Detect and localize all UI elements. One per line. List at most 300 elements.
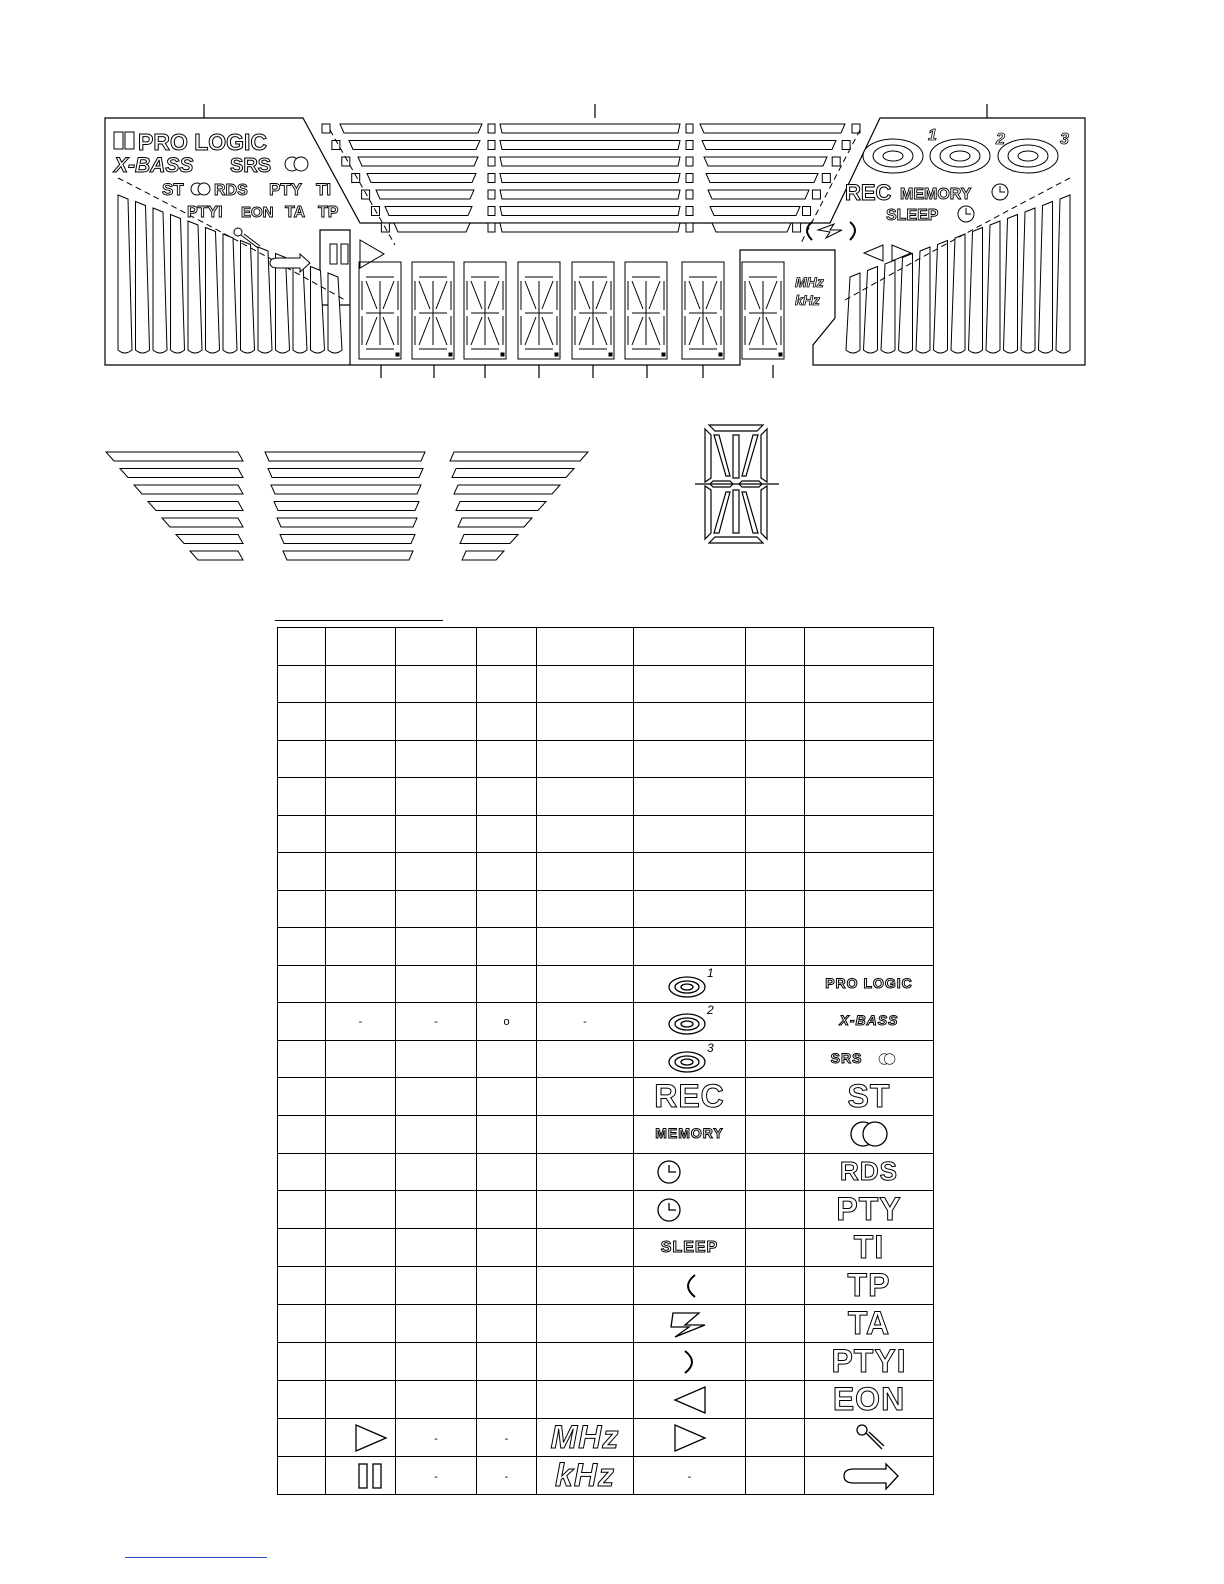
spectrum-bar [500,124,680,133]
table-cell [278,1343,326,1381]
table-cell [477,1116,537,1154]
disc-3-icon [645,1042,735,1076]
left-triangle-icon [864,245,883,261]
table-cell [477,1040,537,1078]
segment [733,490,739,533]
spectrum-bar [106,452,243,461]
table-cell [326,1040,396,1078]
svg-text:1: 1 [706,966,714,980]
spectrum-column [1056,195,1070,353]
segment [709,425,763,431]
spectrum-column [311,267,325,354]
table-cell [805,853,934,891]
table-cell [746,1191,805,1229]
table-cell [326,1343,396,1381]
table-row [278,1116,934,1154]
rec-label: REC [845,180,892,205]
table-cell [278,965,326,1003]
table-cell [746,890,805,928]
table-cell: - [326,1003,396,1041]
table-cell [396,1305,477,1343]
table-cell [326,740,396,778]
disc-2-icon [930,139,990,173]
spectrum-dot [822,174,830,183]
table-cell [326,778,396,816]
spectrum-bar [274,502,419,511]
segment-digit [467,277,503,349]
spectrum-column [118,195,132,353]
segment [714,492,730,533]
table-cell [746,628,805,666]
st-label: ST [162,180,184,199]
clock-icon [958,206,974,222]
table-cell: TI [805,1229,934,1267]
mhz-label: MHz [795,274,824,290]
footer-link-line [125,1557,267,1558]
table-row [278,1153,934,1191]
spectrum-bar [454,485,560,494]
spectrum-dot [686,190,693,199]
table-cell [278,1191,326,1229]
table-row [278,1003,934,1041]
spectrum-column [951,234,965,353]
legend-underline [275,620,443,621]
srs-label: SRS [230,155,272,177]
spectrum-bar [708,190,809,199]
table-cell [634,1191,746,1229]
table-cell [326,1457,396,1495]
play-icon [360,240,384,268]
clock-icon [645,1155,735,1189]
table-cell [746,815,805,853]
spectrum-column [899,254,913,354]
pause-icon [330,244,337,264]
ta-label: TA [285,204,306,221]
segment-digit [575,277,611,349]
spectrum-dot [488,174,495,183]
spectrum-bar [367,174,476,183]
segment [705,486,711,539]
decimal-dot [609,353,612,356]
table-row [278,1457,934,1495]
spectrum-bar [712,223,791,232]
rds-label: RDS [214,182,248,199]
disc-1-icon [645,967,735,1001]
memory-label: MEMORY [900,186,972,203]
table-row [278,1343,934,1381]
spectrum-dot [686,141,693,150]
decimal-dot [449,353,452,356]
table-cell [537,928,634,966]
table-cell [537,1078,634,1116]
table-cell [477,778,537,816]
spectrum-dot [488,124,495,133]
table-cell [746,853,805,891]
spectrum-dot [332,141,340,150]
table-cell: EON [805,1381,934,1419]
segment [761,486,767,539]
table-cell [326,890,396,928]
svg-text:3: 3 [1060,131,1069,148]
table-cell [634,1305,746,1343]
table-cell [278,815,326,853]
spectrum-column [171,215,185,354]
spectrum-bar [500,207,680,216]
table-cell: X-BASS [805,1003,934,1041]
table-cell [326,703,396,741]
table-cell: SLEEP [634,1229,746,1267]
table-cell [746,740,805,778]
segment-digit [362,277,398,349]
spectrum-dot [362,190,370,199]
table-cell [746,665,805,703]
table-cell [278,1381,326,1419]
svg-text:2: 2 [706,1004,714,1018]
table-cell [396,778,477,816]
decimal-dot [719,353,722,356]
table-cell [278,853,326,891]
table-cell: REC [634,1078,746,1116]
clock-icon [992,184,1008,200]
spectrum-bar [710,207,800,216]
stereo-rings-icon [867,1042,907,1076]
left-triangle-icon [645,1383,735,1417]
spectrum-dot [842,141,850,150]
stereo-rings-icon [824,1117,914,1151]
spectrum-column [864,267,878,354]
lightning-icon [645,1307,735,1341]
table-cell [537,1267,634,1305]
spectrum-dot [488,141,495,150]
table-cell [396,1229,477,1267]
table-cell [634,1267,746,1305]
segment [742,435,758,476]
table-row [278,1229,934,1267]
table-cell [634,1040,746,1078]
spectrum-bar [271,485,421,494]
khz-label: kHz [795,292,820,308]
spectrum-dot [322,124,330,133]
table-cell [477,965,537,1003]
table-cell [805,740,934,778]
table-cell: TA [805,1305,934,1343]
spectrum-bar [277,518,417,527]
table-cell [746,1267,805,1305]
table-cell [537,1191,634,1229]
table-cell: SRS [805,1040,934,1078]
segment [705,429,711,482]
segment-digit [521,277,557,349]
table-cell [326,1305,396,1343]
segment [761,429,767,482]
segment-digit [415,277,451,349]
table-row [278,1305,934,1343]
table-cell [805,1116,934,1154]
spectrum-column [223,234,237,353]
table-row [278,1381,934,1419]
table-cell [537,628,634,666]
pty-label: PTY [269,180,303,199]
table-row [278,1191,934,1229]
spectrum-column [986,221,1000,353]
spectrum-dot [488,190,495,199]
spectrum-dot [832,157,840,166]
segment [733,435,739,478]
spectrum-bar [280,535,415,544]
ti-label: TI [316,180,332,199]
table-row [278,628,934,666]
table-cell: kHz [537,1457,634,1495]
table-cell [396,815,477,853]
table-cell [634,1419,746,1457]
spectrum-bars-detail [106,452,588,560]
spectrum-bar [500,141,680,150]
table-cell: ST [805,1078,934,1116]
table-row [278,815,934,853]
segment-digit [745,277,781,349]
spectrum-column [1039,202,1053,354]
spectrum-bar [134,485,243,494]
spectrum-column [188,221,202,353]
spectrum-column [1004,215,1018,354]
table-row [278,965,934,1003]
spectrum-bar [162,518,243,527]
table-cell [634,1343,746,1381]
table-cell [477,1381,537,1419]
spectrum-bar [452,469,574,478]
table-cell [746,1305,805,1343]
table-cell [805,778,934,816]
table-cell [537,815,634,853]
table-cell [746,1457,805,1495]
pro-logic-label: PRO LOGIC [138,129,268,155]
spectrum-bar [376,190,474,199]
spectrum-bar [704,157,827,166]
table-cell [326,1191,396,1229]
table-cell [634,1381,746,1419]
disc-2-icon [645,1004,735,1038]
table-cell [278,703,326,741]
spectrum-dot [686,124,693,133]
spectrum-dot [488,157,495,166]
table-cell [537,965,634,1003]
spectrum-dot [803,207,811,216]
table-cell [537,665,634,703]
table-cell [537,703,634,741]
table-cell [278,890,326,928]
right-paren-icon [850,222,855,240]
table-cell [278,1003,326,1041]
table-cell [634,740,746,778]
table-cell [396,1040,477,1078]
table-cell [396,1153,477,1191]
table-cell [278,1078,326,1116]
spectrum-bar [385,207,472,216]
table-row [278,853,934,891]
table-cell: MEMORY [634,1116,746,1154]
spectrum-dot [488,223,495,232]
table-cell [326,1116,396,1154]
table-cell [278,1229,326,1267]
eon-label: EON [241,204,274,221]
table-cell [396,703,477,741]
table-row [278,665,934,703]
segment [742,492,758,533]
spectrum-bar [706,174,818,183]
table-cell [326,815,396,853]
table-row [278,778,934,816]
table-cell [746,1343,805,1381]
spectrum-bar [462,551,504,560]
spectrum-bar [120,469,243,478]
table-cell [477,1078,537,1116]
table-cell: PTYI [805,1343,934,1381]
spectrum-bar [148,502,243,511]
table-cell [477,1343,537,1381]
spectrum-bar [700,124,845,133]
table-cell: - [537,1003,634,1041]
table-cell [396,1191,477,1229]
segment [709,537,763,543]
left-paren-icon [645,1269,735,1303]
table-cell [326,965,396,1003]
table-cell [278,1267,326,1305]
table-cell [634,853,746,891]
decimal-dot [555,353,558,356]
spectrum-bar [500,190,680,199]
spectrum-column [293,260,307,353]
svg-text:2: 2 [996,131,1005,148]
spectrum-dot [686,207,693,216]
table-cell [634,965,746,1003]
spectrum-bar [394,223,470,232]
table-cell [396,1343,477,1381]
table-cell [278,1457,326,1495]
table-cell [326,1419,396,1457]
spectrum-dot [686,174,693,183]
segment-digits [359,262,784,359]
table-cell [805,1457,934,1495]
table-cell [746,1078,805,1116]
table-cell [537,778,634,816]
segment-digit-detail [695,425,779,543]
table-cell [396,628,477,666]
spectrum-bars-center [322,124,860,232]
microphone-icon [824,1421,914,1455]
table-cell [746,778,805,816]
table-cell [477,628,537,666]
table-cell [805,1419,934,1457]
spectrum-column [328,273,342,353]
table-cell [278,628,326,666]
table-cell [477,1305,537,1343]
table-cell [746,1229,805,1267]
segment-table [277,627,933,1495]
table-cell [805,928,934,966]
table-cell [278,1116,326,1154]
table-cell [396,1116,477,1154]
table-cell [477,1153,537,1191]
spectrum-column [934,241,948,354]
table-cell [278,1419,326,1457]
table-cell [278,665,326,703]
table-cell [537,1116,634,1154]
table-row [278,703,934,741]
spectrum-bar [268,469,423,478]
spectrum-bar [283,551,413,560]
table-cell [396,928,477,966]
clock-icon [645,1193,735,1227]
table-cell [326,1381,396,1419]
spectrum-dot [793,223,801,232]
table-cell [537,890,634,928]
spectrum-bar [450,452,588,461]
table-cell [396,1381,477,1419]
spectrum-column [916,247,930,353]
segment-digit [628,277,664,349]
table-cell [326,1267,396,1305]
table-cell: PTY [805,1191,934,1229]
disc-1-icon [863,139,923,173]
table-cell [537,740,634,778]
table-cell [805,890,934,928]
spectrum-bar [349,141,480,150]
table-cell [396,665,477,703]
table-cell [396,890,477,928]
segment [714,435,730,476]
table-cell [326,853,396,891]
table-cell [326,1229,396,1267]
table-cell [746,1381,805,1419]
table-cell: - [396,1419,477,1457]
right-paren-icon [645,1345,735,1379]
spectrum-bar [460,535,518,544]
spectrum-bar [340,124,482,133]
table-cell: PRO LOGIC [805,965,934,1003]
svg-text:3: 3 [706,1041,714,1055]
table-cell [477,853,537,891]
table-cell [326,1078,396,1116]
spectrum-bar [358,157,478,166]
table-cell [278,778,326,816]
xbass-label: X-BASS [114,154,194,177]
table-cell: RDS [805,1153,934,1191]
decimal-dot [396,353,399,356]
table-cell [746,1153,805,1191]
table-cell: - [477,1457,537,1495]
spectrum-column [881,260,895,353]
table-cell [537,1040,634,1078]
spectrum-dot [686,157,693,166]
table-cell [805,815,934,853]
table-cell [537,1229,634,1267]
table-cell [634,1003,746,1041]
disc-3-icon [998,139,1058,173]
table-cell [805,703,934,741]
play-icon [645,1421,735,1455]
table-cell [805,628,934,666]
table-cell [746,1419,805,1457]
spectrum-bar [500,157,680,166]
table-row [278,1078,934,1116]
table-cell [477,815,537,853]
table-cell [634,928,746,966]
spectrum-column [153,208,167,353]
table-row [278,928,934,966]
spectrum-column [136,202,150,354]
vfd-display-diagram [0,0,1224,600]
table-cell [396,1267,477,1305]
